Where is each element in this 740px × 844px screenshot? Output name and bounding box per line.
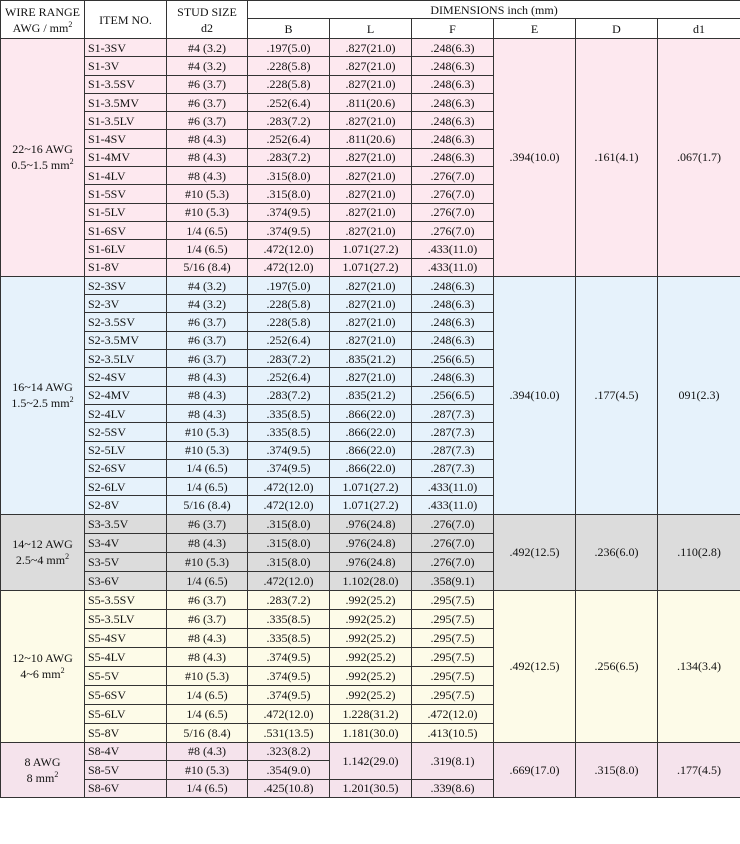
dim-b-cell: .531(13.5) <box>248 723 330 742</box>
item-no-cell: S3-5V <box>85 552 167 571</box>
item-no-cell: S8-6V <box>85 779 167 798</box>
stud-size-cell: #10 (5.3) <box>167 666 248 685</box>
mm-range-sup: 2 <box>54 769 59 779</box>
item-no-cell: S5-6LV <box>85 704 167 723</box>
dim-f-cell: .248(6.3) <box>412 295 494 313</box>
dim-e-merged-cell: .394(10.0) <box>494 276 576 514</box>
dim-l-cell: 1.181(30.0) <box>330 723 412 742</box>
dim-b-cell: .335(8.5) <box>248 423 330 441</box>
dim-l-cell: .866(22.0) <box>330 441 412 459</box>
dim-d-merged-cell: .236(6.0) <box>576 514 658 590</box>
dim-f-cell: .295(7.5) <box>412 628 494 647</box>
awg-range: 14~12 AWG <box>12 537 73 552</box>
dim-b-cell: .252(6.4) <box>248 368 330 386</box>
wire-range-cell <box>1 742 85 798</box>
dim-l-cell: .866(22.0) <box>330 404 412 422</box>
dim-f-cell: .295(7.5) <box>412 666 494 685</box>
dim-b-cell: .252(6.4) <box>248 93 330 111</box>
mm-range-sup: 2 <box>69 157 74 167</box>
item-no-cell: S1-6SV <box>85 221 167 239</box>
wire-range-cell <box>1 39 85 277</box>
dim-b-cell: .315(8.0) <box>248 552 330 571</box>
item-no-cell: S8-4V <box>85 742 167 761</box>
dim-l-cell: 1.071(27.2) <box>330 478 412 496</box>
dim-f-cell: .472(12.0) <box>412 704 494 723</box>
item-no-cell: S5-6SV <box>85 685 167 704</box>
dim-l-cell: .835(21.2) <box>330 386 412 404</box>
dim-f-cell: .276(7.0) <box>412 533 494 552</box>
dim-f-cell: .248(6.3) <box>412 313 494 331</box>
dim-b-cell: .472(12.0) <box>248 240 330 258</box>
dim-f-cell: .276(7.0) <box>412 221 494 239</box>
wire-range-cell <box>1 514 85 590</box>
dim-l-cell: .992(25.2) <box>330 685 412 704</box>
stud-size-cell: #8 (4.3) <box>167 130 248 148</box>
table-row <box>1 742 740 761</box>
dim-d-merged-cell: .177(4.5) <box>576 276 658 514</box>
stud-size-cell: 5/16 (8.4) <box>167 258 248 276</box>
mm-range-sup: 2 <box>65 552 70 562</box>
dim-l-cell: .827(21.0) <box>330 295 412 313</box>
dim-f-cell: .276(7.0) <box>412 552 494 571</box>
item-no-cell: S1-8V <box>85 258 167 276</box>
stud-size-cell: #8 (4.3) <box>167 368 248 386</box>
table-row <box>1 39 740 57</box>
item-no-cell: S2-3.5SV <box>85 313 167 331</box>
wire-units-label: AWG / mm <box>12 20 69 35</box>
stud-size-cell: #6 (3.7) <box>167 331 248 349</box>
dim-f-cell: .295(7.5) <box>412 647 494 666</box>
dim-f-cell: .248(6.3) <box>412 368 494 386</box>
stud-size-cell: 1/4 (6.5) <box>167 478 248 496</box>
dim-b-cell: .252(6.4) <box>248 331 330 349</box>
dim-l-cell: .827(21.0) <box>330 148 412 166</box>
dim-l-cell: .827(21.0) <box>330 57 412 75</box>
dim-f-cell: .276(7.0) <box>412 514 494 533</box>
dim-l-cell: .992(25.2) <box>330 628 412 647</box>
dim-l-cell: .827(21.0) <box>330 185 412 203</box>
stud-size-cell: #10 (5.3) <box>167 203 248 221</box>
stud-size-cell: #10 (5.3) <box>167 552 248 571</box>
stud-size-cell: #10 (5.3) <box>167 441 248 459</box>
dim-l-cell: .976(24.8) <box>330 514 412 533</box>
item-no-cell: S2-3SV <box>85 276 167 294</box>
dim-d-merged-cell: .161(4.1) <box>576 39 658 277</box>
dim-b-cell: .315(8.0) <box>248 533 330 552</box>
item-no-cell: S2-3V <box>85 295 167 313</box>
item-no-cell: S1-3.5LV <box>85 112 167 130</box>
dim-f-cell: .256(6.5) <box>412 350 494 368</box>
item-no-cell: S5-4SV <box>85 628 167 647</box>
dimensions-header: DIMENSIONS inch (mm) <box>248 1 740 19</box>
dim-l-cell: 1.142(29.0) <box>330 742 412 779</box>
dim-b-cell: .228(5.8) <box>248 295 330 313</box>
dim-f-cell: .433(11.0) <box>412 240 494 258</box>
dim-b-cell: .374(9.5) <box>248 666 330 685</box>
stud-size-cell: #8 (4.3) <box>167 404 248 422</box>
dim-b-cell: .374(9.5) <box>248 221 330 239</box>
dim-f-cell: .248(6.3) <box>412 93 494 111</box>
table-row <box>1 590 740 609</box>
wire-units-sup: 2 <box>68 19 73 29</box>
dim-l-cell: .827(21.0) <box>330 75 412 93</box>
stud-size-cell: 1/4 (6.5) <box>167 221 248 239</box>
stud-size-cell: #6 (3.7) <box>167 350 248 368</box>
dim-l-cell: .827(21.0) <box>330 39 412 57</box>
col-d1-header: d1 <box>658 19 740 39</box>
dim-b-cell: .315(8.0) <box>248 167 330 185</box>
dim-f-cell: .248(6.3) <box>412 112 494 130</box>
stud-size-cell: #8 (4.3) <box>167 386 248 404</box>
wire-range-label: WIRE RANGE <box>5 4 80 19</box>
dim-b-cell: .472(12.0) <box>248 496 330 514</box>
stud-size-cell: #6 (3.7) <box>167 514 248 533</box>
dim-l-cell: .992(25.2) <box>330 609 412 628</box>
dim-b-cell: .374(9.5) <box>248 647 330 666</box>
dim-f-cell: .256(6.5) <box>412 386 494 404</box>
item-no-cell: S1-3V <box>85 57 167 75</box>
dim-l-cell: 1.201(30.5) <box>330 779 412 798</box>
dim-f-cell: .319(8.1) <box>412 742 494 779</box>
dim-b-cell: .354(9.0) <box>248 761 330 780</box>
dim-d1-merged-cell: .134(3.4) <box>658 590 740 742</box>
stud-size-cell: #4 (3.2) <box>167 295 248 313</box>
dim-d1-merged-cell: 091(2.3) <box>658 276 740 514</box>
dim-b-cell: .283(7.2) <box>248 590 330 609</box>
awg-range: 22~16 AWG <box>12 142 73 157</box>
stud-size-cell: #10 (5.3) <box>167 185 248 203</box>
item-no-cell: S5-3.5LV <box>85 609 167 628</box>
dim-f-cell: .413(10.5) <box>412 723 494 742</box>
dim-l-cell: 1.228(31.2) <box>330 704 412 723</box>
stud-size-cell: 5/16 (8.4) <box>167 723 248 742</box>
stud-size-cell: #4 (3.2) <box>167 39 248 57</box>
dim-f-cell: .248(6.3) <box>412 130 494 148</box>
stud-size-cell: 1/4 (6.5) <box>167 571 248 590</box>
item-no-cell: S2-6LV <box>85 478 167 496</box>
item-no-cell: S1-5SV <box>85 185 167 203</box>
dim-b-cell: .335(8.5) <box>248 628 330 647</box>
stud-size-cell: 1/4 (6.5) <box>167 779 248 798</box>
stud-size-label: STUD SIZE <box>177 4 237 19</box>
stud-size-cell: #6 (3.7) <box>167 609 248 628</box>
item-no-cell: S3-4V <box>85 533 167 552</box>
dim-l-cell: .811(20.6) <box>330 130 412 148</box>
col-d-header: D <box>576 19 658 39</box>
dim-b-cell: .283(7.2) <box>248 350 330 368</box>
dim-e-merged-cell: .669(17.0) <box>494 742 576 798</box>
dim-b-cell: .472(12.0) <box>248 571 330 590</box>
item-no-cell: S2-5LV <box>85 441 167 459</box>
item-no-header: ITEM NO. <box>85 1 167 39</box>
dim-f-cell: .248(6.3) <box>412 148 494 166</box>
mm-range-sup: 2 <box>69 395 74 405</box>
dim-l-cell: 1.071(27.2) <box>330 258 412 276</box>
item-no-cell: S2-4MV <box>85 386 167 404</box>
item-no-cell: S3-3.5V <box>85 514 167 533</box>
mm-range: 8 mm <box>26 770 55 785</box>
dim-l-cell: .827(21.0) <box>330 112 412 130</box>
wire-range-cell <box>1 590 85 742</box>
item-no-cell: S2-8V <box>85 496 167 514</box>
dim-b-cell: .374(9.5) <box>248 459 330 477</box>
dim-b-cell: .283(7.2) <box>248 386 330 404</box>
table-body <box>1 39 740 798</box>
dim-f-cell: .287(7.3) <box>412 404 494 422</box>
dim-l-cell: .976(24.8) <box>330 552 412 571</box>
dim-b-cell: .374(9.5) <box>248 203 330 221</box>
dim-l-cell: .827(21.0) <box>330 167 412 185</box>
dim-e-merged-cell: .492(12.5) <box>494 590 576 742</box>
dim-b-cell: .374(9.5) <box>248 441 330 459</box>
dim-f-cell: .433(11.0) <box>412 258 494 276</box>
dim-b-cell: .228(5.8) <box>248 57 330 75</box>
dim-f-cell: .276(7.0) <box>412 167 494 185</box>
stud-size-cell: #6 (3.7) <box>167 112 248 130</box>
item-no-cell: S2-6SV <box>85 459 167 477</box>
dim-b-cell: .472(12.0) <box>248 704 330 723</box>
dim-l-cell: .827(21.0) <box>330 276 412 294</box>
stud-size-cell: #8 (4.3) <box>167 628 248 647</box>
dim-l-cell: .866(22.0) <box>330 423 412 441</box>
dim-b-cell: .228(5.8) <box>248 75 330 93</box>
stud-size-cell: 1/4 (6.5) <box>167 685 248 704</box>
dim-l-cell: .827(21.0) <box>330 313 412 331</box>
mm-range-sup: 2 <box>60 666 65 676</box>
item-no-cell: S1-4LV <box>85 167 167 185</box>
stud-size-cell: #10 (5.3) <box>167 761 248 780</box>
dim-b-cell: .472(12.0) <box>248 258 330 276</box>
item-no-cell: S3-6V <box>85 571 167 590</box>
dim-l-cell: .811(20.6) <box>330 93 412 111</box>
stud-size-cell: #4 (3.2) <box>167 276 248 294</box>
dim-b-cell: .228(5.8) <box>248 313 330 331</box>
stud-size-cell: #8 (4.3) <box>167 167 248 185</box>
stud-size-cell: #8 (4.3) <box>167 533 248 552</box>
stud-size-cell: 1/4 (6.5) <box>167 240 248 258</box>
dim-f-cell: .287(7.3) <box>412 441 494 459</box>
stud-size-cell: #6 (3.7) <box>167 93 248 111</box>
dim-l-cell: .835(21.2) <box>330 350 412 368</box>
dim-b-cell: .197(5.0) <box>248 39 330 57</box>
dim-b-cell: .283(7.2) <box>248 112 330 130</box>
stud-size-cell: #6 (3.7) <box>167 590 248 609</box>
dim-f-cell: .295(7.5) <box>412 590 494 609</box>
dim-f-cell: .295(7.5) <box>412 609 494 628</box>
stud-size-header <box>167 1 248 39</box>
stud-size-cell: 1/4 (6.5) <box>167 459 248 477</box>
dim-l-cell: .992(25.2) <box>330 647 412 666</box>
dim-f-cell: .248(6.3) <box>412 57 494 75</box>
dim-f-cell: .287(7.3) <box>412 423 494 441</box>
stud-size-cell: #10 (5.3) <box>167 423 248 441</box>
dim-d1-merged-cell: .177(4.5) <box>658 742 740 798</box>
mm-range: 2.5~4 mm <box>15 553 66 568</box>
col-f-header: F <box>412 19 494 39</box>
item-no-cell: S2-3.5LV <box>85 350 167 368</box>
dim-l-cell: .866(22.0) <box>330 459 412 477</box>
dim-b-cell: .335(8.5) <box>248 609 330 628</box>
dim-f-cell: .339(8.6) <box>412 779 494 798</box>
item-no-cell: S2-3.5MV <box>85 331 167 349</box>
dim-l-cell: 1.071(27.2) <box>330 496 412 514</box>
dim-b-cell: .472(12.0) <box>248 478 330 496</box>
dim-d1-merged-cell: .110(2.8) <box>658 514 740 590</box>
dim-b-cell: .283(7.2) <box>248 148 330 166</box>
stud-size-cell: #8 (4.3) <box>167 647 248 666</box>
col-l-header: L <box>330 19 412 39</box>
table-row <box>1 276 740 294</box>
dim-l-cell: .992(25.2) <box>330 666 412 685</box>
dim-l-cell: .827(21.0) <box>330 221 412 239</box>
item-no-cell: S1-4SV <box>85 130 167 148</box>
stud-size-cell: #6 (3.7) <box>167 75 248 93</box>
wire-range-header <box>1 1 85 39</box>
dim-e-merged-cell: .394(10.0) <box>494 39 576 277</box>
item-no-cell: S5-4LV <box>85 647 167 666</box>
item-no-cell: S8-5V <box>85 761 167 780</box>
awg-range: 16~14 AWG <box>12 380 73 395</box>
dim-l-cell: .976(24.8) <box>330 533 412 552</box>
dim-d1-merged-cell: .067(1.7) <box>658 39 740 277</box>
dim-f-cell: .287(7.3) <box>412 459 494 477</box>
dim-d-merged-cell: .315(8.0) <box>576 742 658 798</box>
dim-e-merged-cell: .492(12.5) <box>494 514 576 590</box>
table-row <box>1 514 740 533</box>
dim-f-cell: .248(6.3) <box>412 39 494 57</box>
item-no-cell: S2-4LV <box>85 404 167 422</box>
mm-range: 4~6 mm <box>20 667 61 682</box>
dim-f-cell: .358(9.1) <box>412 571 494 590</box>
dim-f-cell: .276(7.0) <box>412 185 494 203</box>
col-e-header: E <box>494 19 576 39</box>
col-b-header: B <box>248 19 330 39</box>
dim-f-cell: .295(7.5) <box>412 685 494 704</box>
dim-f-cell: .248(6.3) <box>412 331 494 349</box>
item-no-cell: S2-5SV <box>85 423 167 441</box>
mm-range: 0.5~1.5 mm <box>11 158 70 173</box>
item-no-cell: S1-3SV <box>85 39 167 57</box>
item-no-cell: S5-8V <box>85 723 167 742</box>
awg-range: 8 AWG <box>24 754 61 769</box>
dim-f-cell: .248(6.3) <box>412 276 494 294</box>
stud-size-cell: #6 (3.7) <box>167 313 248 331</box>
dim-f-cell: .433(11.0) <box>412 478 494 496</box>
dim-b-cell: .252(6.4) <box>248 130 330 148</box>
dim-l-cell: .827(21.0) <box>330 331 412 349</box>
dim-b-cell: .197(5.0) <box>248 276 330 294</box>
dim-l-cell: 1.102(28.0) <box>330 571 412 590</box>
dim-l-cell: .827(21.0) <box>330 368 412 386</box>
dim-d-merged-cell: .256(6.5) <box>576 590 658 742</box>
dim-l-cell: .827(21.0) <box>330 203 412 221</box>
awg-range: 12~10 AWG <box>12 651 73 666</box>
dim-b-cell: .323(8.2) <box>248 742 330 761</box>
stud-size-cell: 1/4 (6.5) <box>167 704 248 723</box>
item-no-cell: S1-3.5SV <box>85 75 167 93</box>
dim-l-cell: 1.071(27.2) <box>330 240 412 258</box>
item-no-cell: S2-4SV <box>85 368 167 386</box>
dim-b-cell: .425(10.8) <box>248 779 330 798</box>
dim-f-cell: .433(11.0) <box>412 496 494 514</box>
mm-range: 1.5~2.5 mm <box>11 396 70 411</box>
item-no-cell: S5-5V <box>85 666 167 685</box>
item-no-cell: S1-5LV <box>85 203 167 221</box>
wire-range-cell <box>1 276 85 514</box>
dim-f-cell: .276(7.0) <box>412 203 494 221</box>
dim-b-cell: .315(8.0) <box>248 185 330 203</box>
dim-b-cell: .315(8.0) <box>248 514 330 533</box>
dim-b-cell: .335(8.5) <box>248 404 330 422</box>
dim-l-cell: .992(25.2) <box>330 590 412 609</box>
stud-size-cell: #8 (4.3) <box>167 742 248 761</box>
item-no-cell: S1-4MV <box>85 148 167 166</box>
dim-b-cell: .374(9.5) <box>248 685 330 704</box>
stud-size-cell: 5/16 (8.4) <box>167 496 248 514</box>
dim-f-cell: .248(6.3) <box>412 75 494 93</box>
item-no-cell: S1-3.5MV <box>85 93 167 111</box>
item-no-cell: S1-6LV <box>85 240 167 258</box>
item-no-cell: S5-3.5SV <box>85 590 167 609</box>
stud-size-cell: #8 (4.3) <box>167 148 248 166</box>
stud-size-sub: d2 <box>201 20 213 35</box>
stud-size-cell: #4 (3.2) <box>167 57 248 75</box>
